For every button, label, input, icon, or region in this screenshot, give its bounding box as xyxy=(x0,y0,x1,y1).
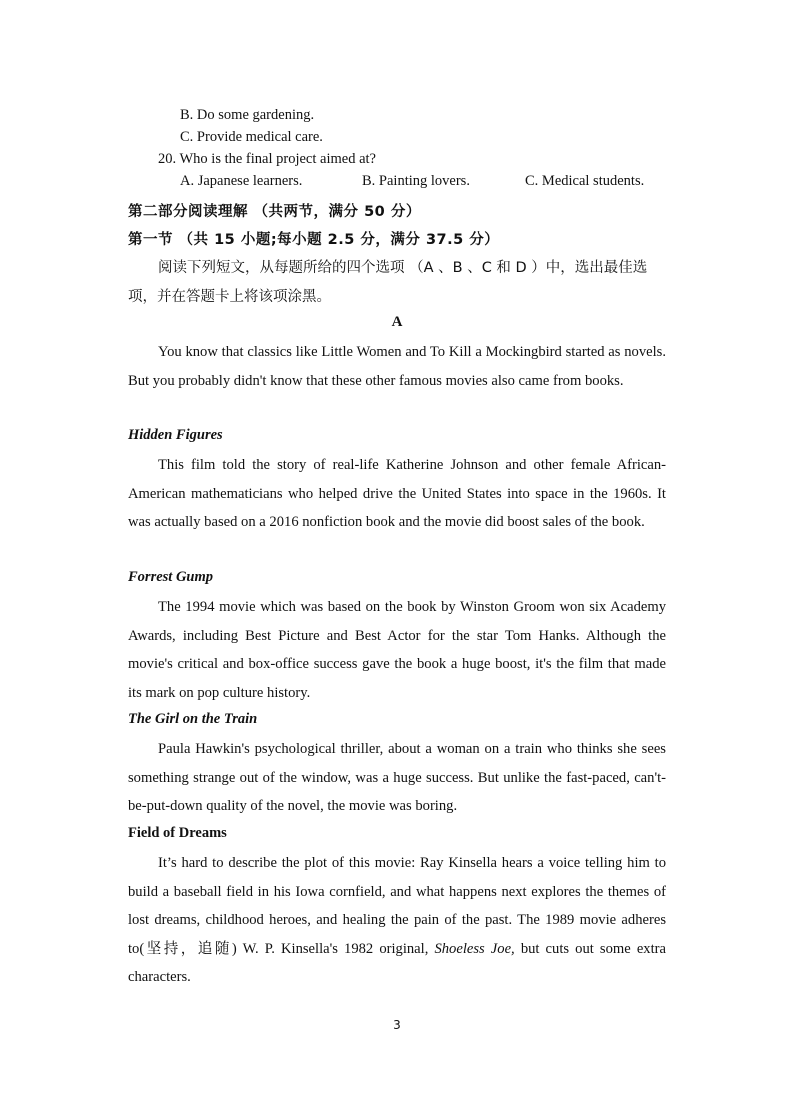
q20-option-a: A. Japanese learners. xyxy=(180,173,303,189)
q19-options xyxy=(180,104,323,148)
page-number: 3 xyxy=(393,1018,401,1032)
heading-girl-on-train: The Girl on the Train xyxy=(128,711,258,727)
heading-field-of-dreams: Field of Dreams xyxy=(128,825,227,841)
instructions: 阅读下列短文，从每题所给的四个选项 （A 、B 、C 和 D ）中，选出最佳选项，并在答题卡上将该项涂黑。 xyxy=(128,260,648,305)
q20-option-c: C. Medical students. xyxy=(525,173,645,189)
q20-option-b: B. Painting lovers. xyxy=(362,173,470,189)
passage-label: A xyxy=(391,314,403,330)
para-hidden-figures: This film told the story of real-life Katherine Johnson and other female African-American mathematicians who helped drive the United States into space in the 1960s. It was actually based on a 2016 nonfiction book and the movie did boost sales of the book. xyxy=(128,457,666,530)
para-girl-on-train: Paula Hawkin's psychological thriller, about a woman on a train who thinks she sees something strange out of the window, was a huge success. But unlike the fast-paced, can't-be-put-down quality of the novel, the movie was boring. xyxy=(128,741,666,814)
passage-intro: You know that classics like Little Women and To Kill a Mockingbird started as novels. But you probably didn't know that these other famous movies also came from books. xyxy=(128,344,666,389)
heading-hidden-figures: Hidden Figures xyxy=(128,427,223,443)
para-forrest-gump: The 1994 movie which was based on the book by Winston Groom won six Academy Awards, including Best Picture and Best Actor for the star Tom Hanks. Although the movie's critical and box-office success gave the book a huge boost, it's the film that made its mark on pop culture history. xyxy=(128,599,666,701)
section1-title: 第一节 （共 15 小题;每小题 2.5 分，满分 37.5 分） xyxy=(128,232,500,248)
part2-title: 第二部分阅读理解 （共两节，满分 50 分） xyxy=(128,204,421,220)
heading-forrest-gump: Forrest Gump xyxy=(128,569,214,585)
book-title-shoeless-joe: Shoeless Joe, xyxy=(434,940,515,957)
q19-option-b: B. Do some gardening. xyxy=(180,107,315,123)
q19-option-c: C. Provide medical care. xyxy=(180,129,323,145)
para-field-text-after: but cuts out some extra characters. xyxy=(128,940,666,985)
para-field-text-before: It’s hard to describe the plot of this movie: Ray Kinsella hears a voice telling him to build a baseball field in his Iowa cornfield, and what happens next explores the themes of lost dreams, childhood heroes, and healing the pain of the past. The 1989 movie adheres to(坚持，追随) W. P. Kinsella's 1982 original, xyxy=(128,855,666,957)
q20-question: 20. Who is the final project aimed at? xyxy=(158,151,376,167)
para-field-of-dreams xyxy=(128,849,666,992)
